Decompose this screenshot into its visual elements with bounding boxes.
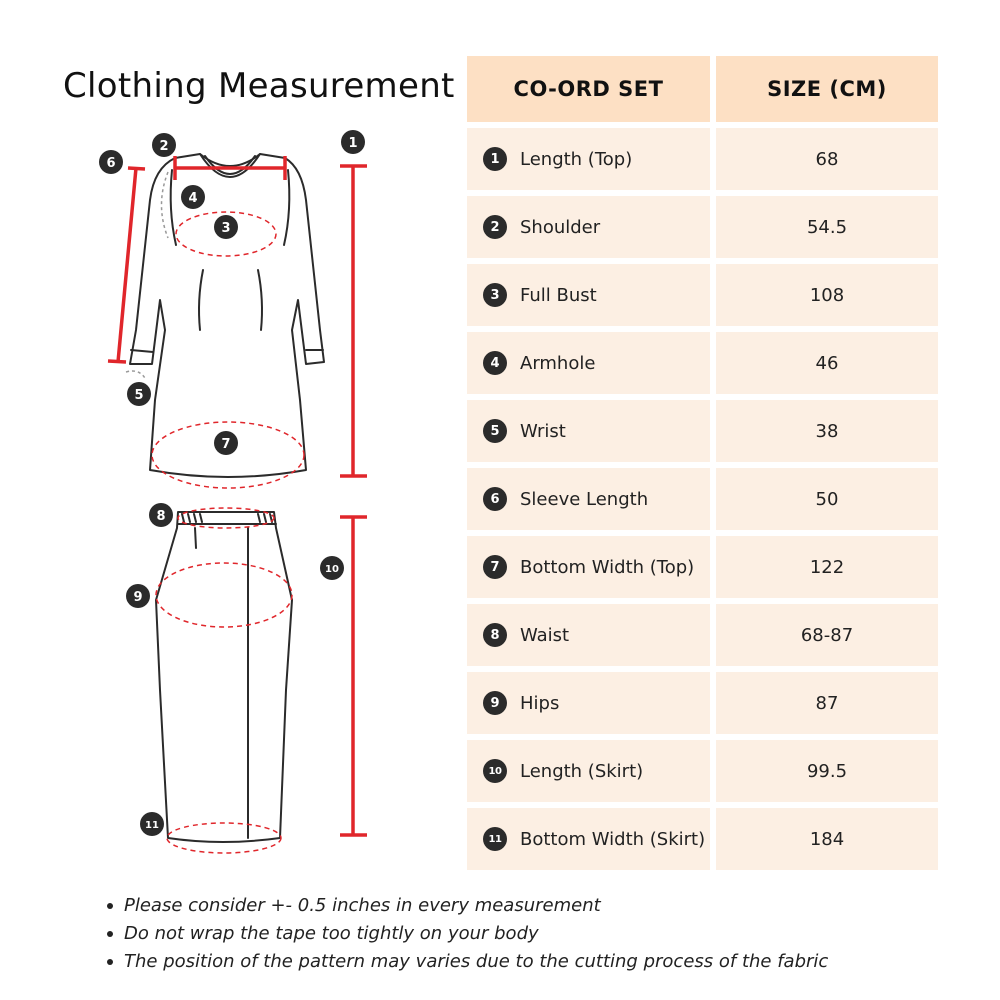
- top-garment-outline: [130, 154, 324, 477]
- measurement-value: 99.5: [716, 740, 938, 802]
- measurement-label-cell: [467, 400, 710, 462]
- table-header: [467, 56, 938, 122]
- table-row: [467, 536, 938, 598]
- number-badge: 3: [483, 283, 507, 307]
- measurement-table: [467, 56, 938, 876]
- table-row: [467, 128, 938, 190]
- measurement-label: Length (Skirt): [520, 760, 644, 782]
- svg-text:5: 5: [134, 388, 144, 403]
- measurement-label: Length (Top): [520, 148, 633, 170]
- measurement-label-cell: [467, 264, 710, 326]
- marker-6: [99, 150, 123, 174]
- notes-list: [105, 892, 828, 976]
- marker-7: [214, 431, 238, 455]
- marker-2: [152, 133, 176, 157]
- measurement-lines: [108, 156, 367, 835]
- measurement-value: 68: [716, 128, 938, 190]
- measurement-value: 50: [716, 468, 938, 530]
- page-title: Clothing Measurement: [63, 66, 455, 106]
- table-row: [467, 196, 938, 258]
- measurement-label-cell: [467, 468, 710, 530]
- note-item: Please consider +- 0.5 inches in every measurement: [105, 892, 828, 920]
- measurement-label: Shoulder: [520, 216, 601, 238]
- measurement-value: 46: [716, 332, 938, 394]
- svg-text:8: 8: [156, 509, 166, 524]
- measurement-label-cell: [467, 740, 710, 802]
- svg-text:1: 1: [348, 136, 358, 151]
- marker-1: [341, 130, 365, 154]
- measurement-label-cell: [467, 604, 710, 666]
- number-badge: 2: [483, 215, 507, 239]
- table-body: [467, 128, 938, 870]
- measurement-value: 38: [716, 400, 938, 462]
- marker-10: [320, 556, 344, 580]
- measurement-label-cell: [467, 808, 710, 870]
- svg-text:2: 2: [159, 139, 169, 154]
- number-badge: 11: [483, 827, 507, 851]
- note-item: The position of the pattern may varies due to the cutting process of the fabric: [105, 948, 828, 976]
- svg-text:11: 11: [145, 820, 159, 831]
- svg-text:3: 3: [221, 221, 231, 236]
- measurement-value: 184: [716, 808, 938, 870]
- measurement-label-cell: [467, 332, 710, 394]
- garment-illustration: [0, 0, 460, 880]
- table-row: [467, 400, 938, 462]
- svg-text:6: 6: [106, 156, 116, 171]
- svg-text:9: 9: [133, 590, 143, 605]
- measurement-label: Full Bust: [520, 284, 597, 306]
- marker-3: [214, 215, 238, 239]
- measurement-label-cell: [467, 536, 710, 598]
- measurement-value: 108: [716, 264, 938, 326]
- header-coord-set: CO-ORD SET: [467, 56, 710, 122]
- table-row: [467, 604, 938, 666]
- marker-4: [181, 185, 205, 209]
- measurement-label: Wrist: [520, 420, 566, 442]
- measurement-value: 68-87: [716, 604, 938, 666]
- measurement-label-cell: [467, 672, 710, 734]
- measurement-value: 87: [716, 672, 938, 734]
- measurement-label: Waist: [520, 624, 570, 646]
- number-badge: 4: [483, 351, 507, 375]
- number-badge: 6: [483, 487, 507, 511]
- svg-text:10: 10: [325, 564, 339, 575]
- table-row: [467, 332, 938, 394]
- svg-text:7: 7: [221, 437, 231, 452]
- number-badge: 5: [483, 419, 507, 443]
- number-badge: 10: [483, 759, 507, 783]
- skirt-outline: [156, 512, 292, 842]
- number-badge: 8: [483, 623, 507, 647]
- measurement-label: Bottom Width (Top): [520, 556, 695, 578]
- measurement-label-cell: [467, 196, 710, 258]
- marker-11: [140, 812, 164, 836]
- measurement-value: 122: [716, 536, 938, 598]
- marker-9: [126, 584, 150, 608]
- table-row: [467, 468, 938, 530]
- marker-5: [127, 382, 151, 406]
- measurement-label: Armhole: [520, 352, 596, 374]
- number-badge: 9: [483, 691, 507, 715]
- measurement-value: 54.5: [716, 196, 938, 258]
- svg-text:4: 4: [188, 191, 198, 206]
- number-badge: 7: [483, 555, 507, 579]
- marker-8: [149, 503, 173, 527]
- table-row: [467, 264, 938, 326]
- measurement-label-cell: [467, 128, 710, 190]
- measurement-label: Hips: [520, 692, 560, 714]
- measurement-label: Sleeve Length: [520, 488, 649, 510]
- table-row: [467, 740, 938, 802]
- number-badge: 1: [483, 147, 507, 171]
- table-row: [467, 672, 938, 734]
- header-size: SIZE (CM): [716, 56, 938, 122]
- note-item: Do not wrap the tape too tightly on your body: [105, 920, 828, 948]
- table-row: [467, 808, 938, 870]
- measurement-label: Bottom Width (Skirt): [520, 828, 706, 850]
